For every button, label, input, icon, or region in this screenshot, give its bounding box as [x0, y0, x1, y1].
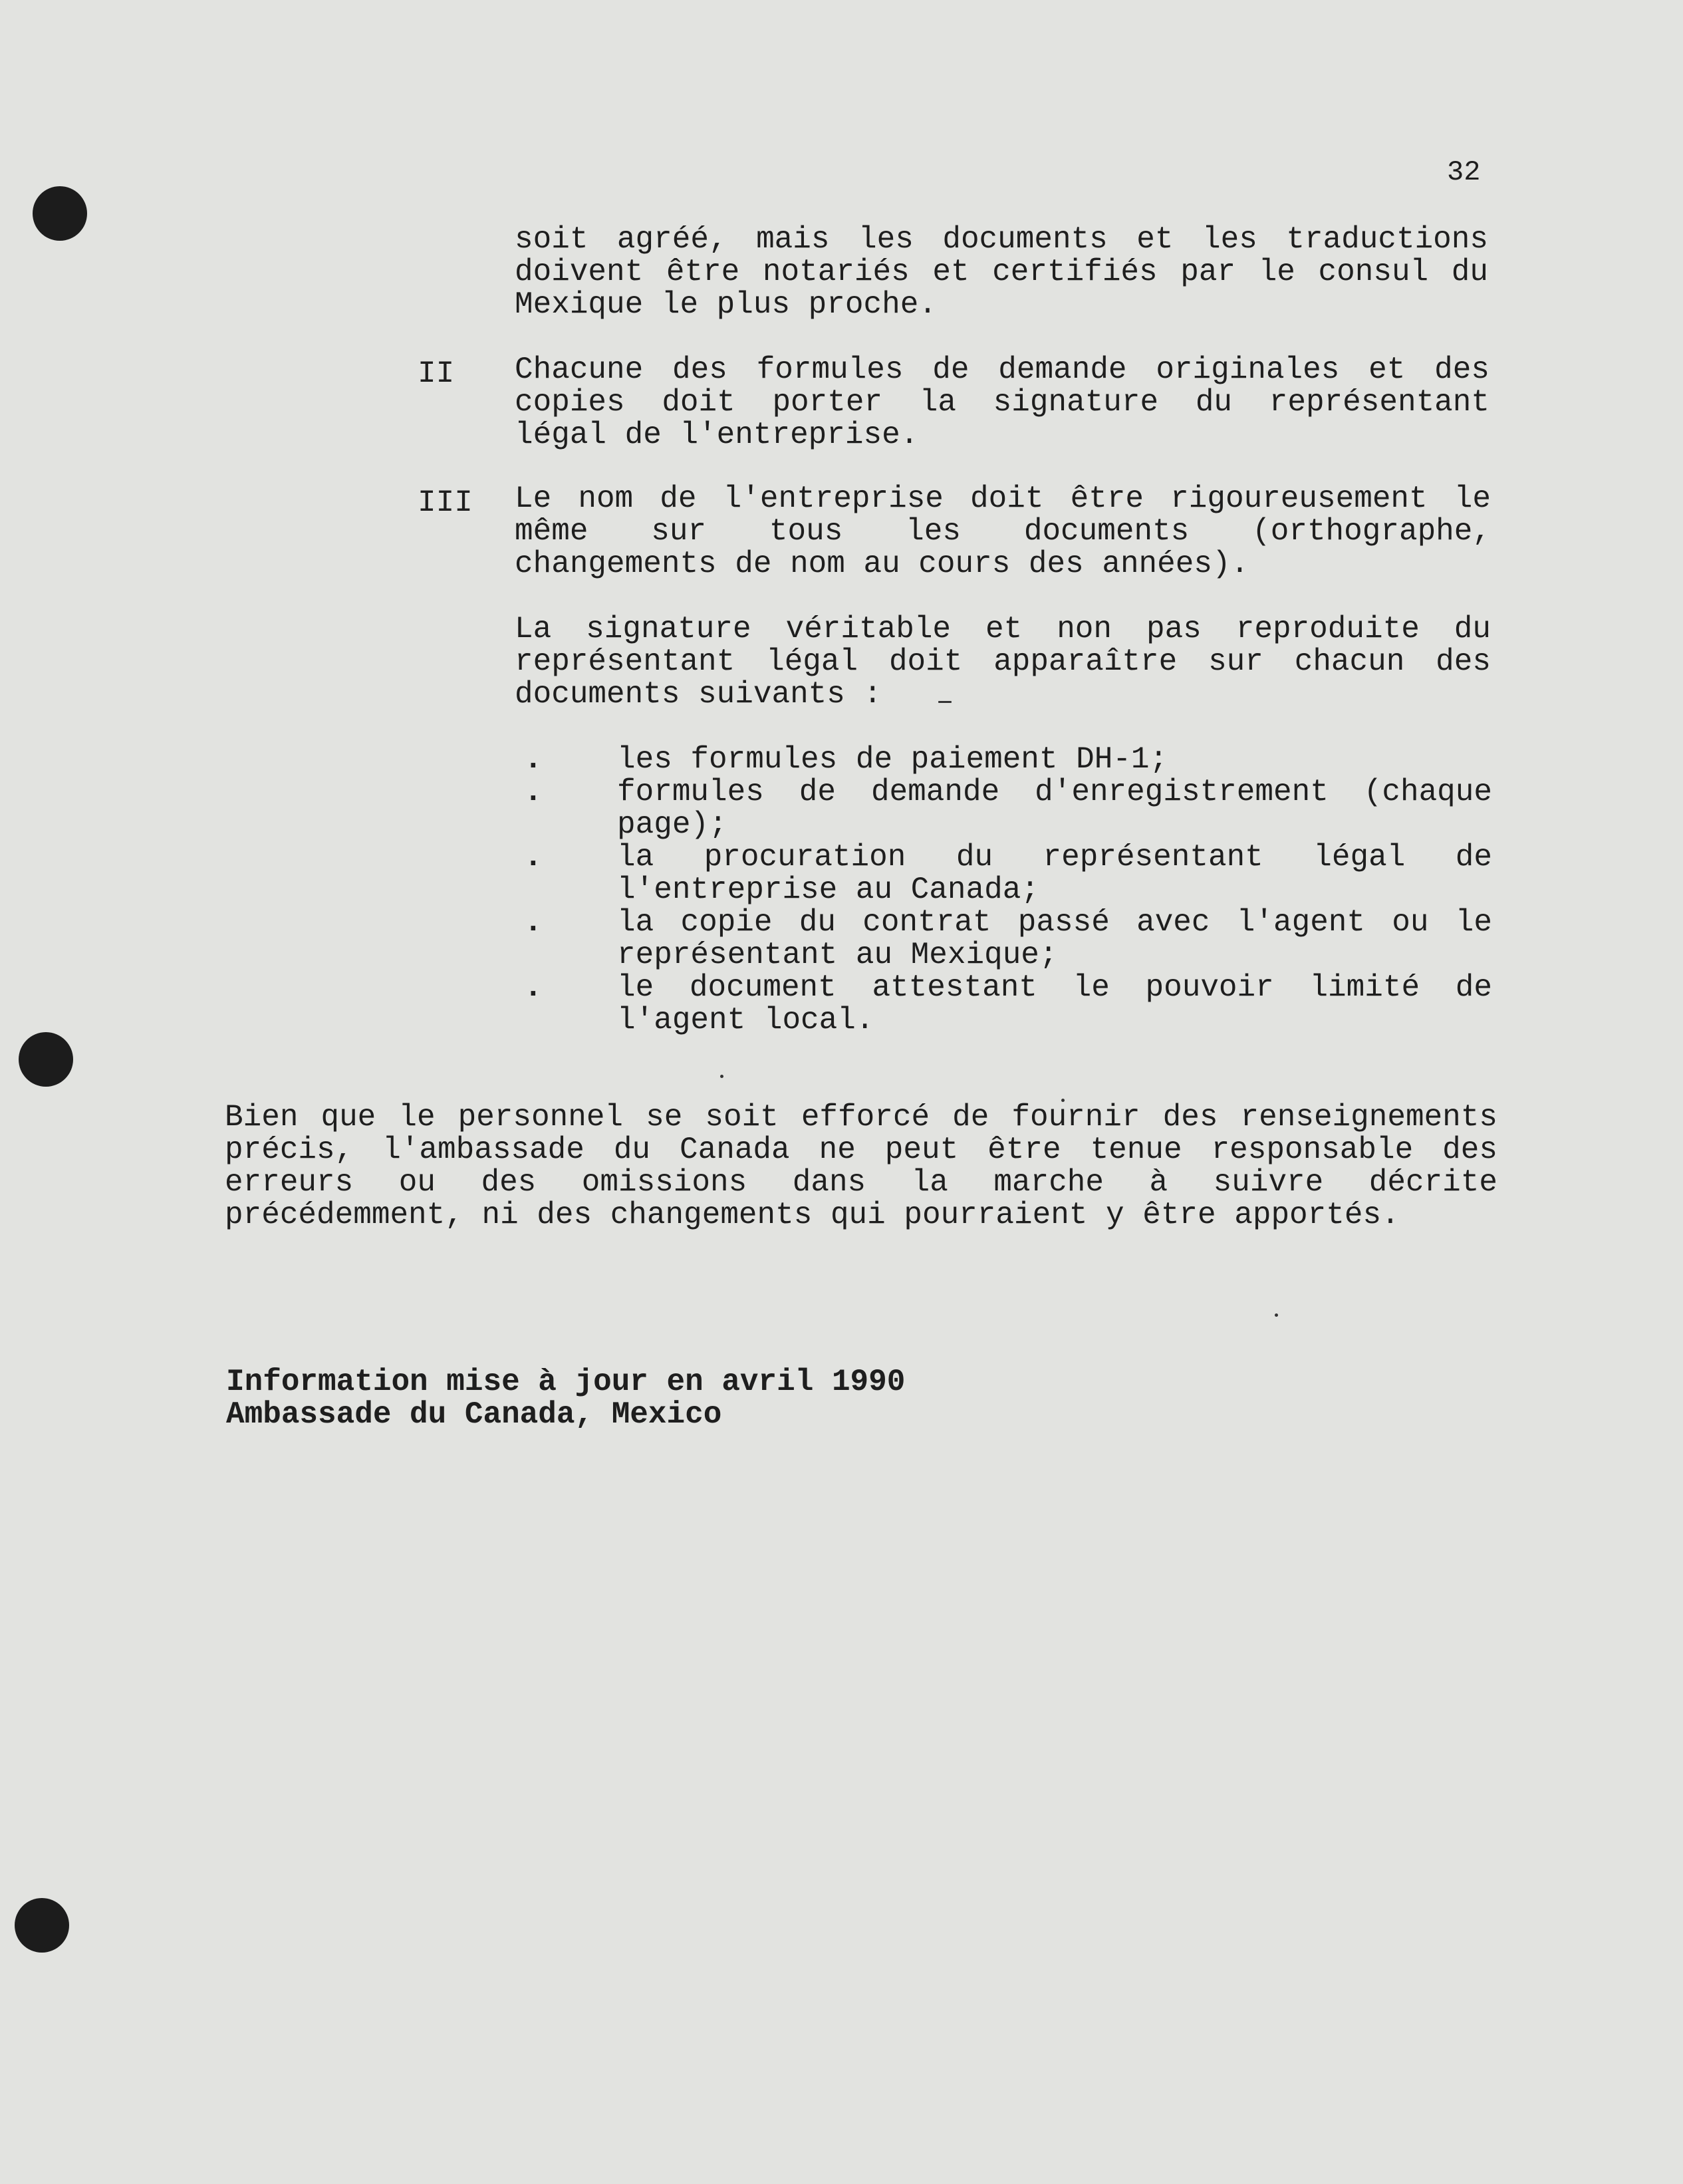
text-line: documents suivants : [515, 677, 882, 712]
speck-mark [1275, 1313, 1278, 1317]
bullet-marker: . [524, 742, 543, 777]
list-item [617, 744, 1492, 776]
text-line: Le nom de l'entreprise doit être rigoureusement le [515, 481, 1491, 516]
signature-paragraph [515, 613, 1491, 711]
bullet-marker: . [524, 970, 543, 1005]
text-line: La signature véritable et non pas reproduite du [515, 612, 1491, 646]
text-line: Bien que le personnel se soit efforcé de fournir des renseignements [225, 1100, 1497, 1135]
list-item [617, 972, 1492, 1037]
binder-hole-middle [19, 1032, 73, 1087]
text-line: légal de l'entreprise. [515, 418, 919, 452]
list-item [617, 776, 1492, 841]
text-line: soit agréé, mais les documents et les traductions [515, 222, 1488, 257]
text-line: la copie du contrat passé avec l'agent ou le [617, 905, 1492, 940]
bullet-marker: . [524, 840, 543, 875]
binder-hole-bottom [15, 1898, 69, 1953]
list-item [617, 841, 1492, 906]
text-line: erreurs ou des omissions dans la marche à suivre décrite [225, 1165, 1497, 1200]
item-paragraph [515, 483, 1491, 581]
embassy-line: Ambassade du Canada, Mexico [226, 1397, 722, 1432]
text-line: page); [617, 807, 727, 842]
text-line: représentant au Mexique; [617, 938, 1058, 972]
continuation-paragraph [515, 223, 1488, 321]
text-line: représentant légal doit apparaître sur chacun des [515, 644, 1491, 679]
item-number: III [418, 485, 473, 520]
binder-hole-top [33, 186, 87, 241]
text-line: même sur tous les documents (orthographe, [515, 514, 1491, 549]
text-line: Chacune des formules de demande originales et des [515, 352, 1489, 387]
text-line: copies doit porter la signature du représentant [515, 385, 1489, 420]
text-line: l'entreprise au Canada; [617, 873, 1039, 907]
text-line: le document attestant le pouvoir limité de [617, 970, 1492, 1005]
text-line: précis, l'ambassade du Canada ne peut être tenue responsable des [225, 1133, 1497, 1167]
text-line: doivent être notariés et certifiés par le consul du [515, 255, 1488, 289]
text-line: précédemment, ni des changements qui pourraient y être apportés. [225, 1198, 1400, 1232]
text-line: l'agent local. [617, 1003, 874, 1037]
item-paragraph [515, 354, 1489, 452]
text-line: formules de demande d'enregistrement (chaque [617, 775, 1492, 809]
page-number: 32 [1447, 156, 1481, 188]
speck-mark [720, 1075, 723, 1078]
footer-block [226, 1366, 905, 1431]
bullet-marker: . [524, 775, 543, 809]
bullet-marker: . [524, 905, 543, 940]
text-line: Mexique le plus proche. [515, 287, 937, 322]
update-date-line: Information mise à jour en avril 1990 [226, 1365, 906, 1399]
text-line: changements de nom au cours des années). [515, 547, 1249, 581]
disclaimer-paragraph [225, 1101, 1497, 1232]
list-item [617, 906, 1492, 972]
text-line: les formules de paiement DH-1; [617, 742, 1168, 777]
item-number: II [418, 356, 455, 391]
text-line: la procuration du représentant légal de [617, 840, 1492, 875]
